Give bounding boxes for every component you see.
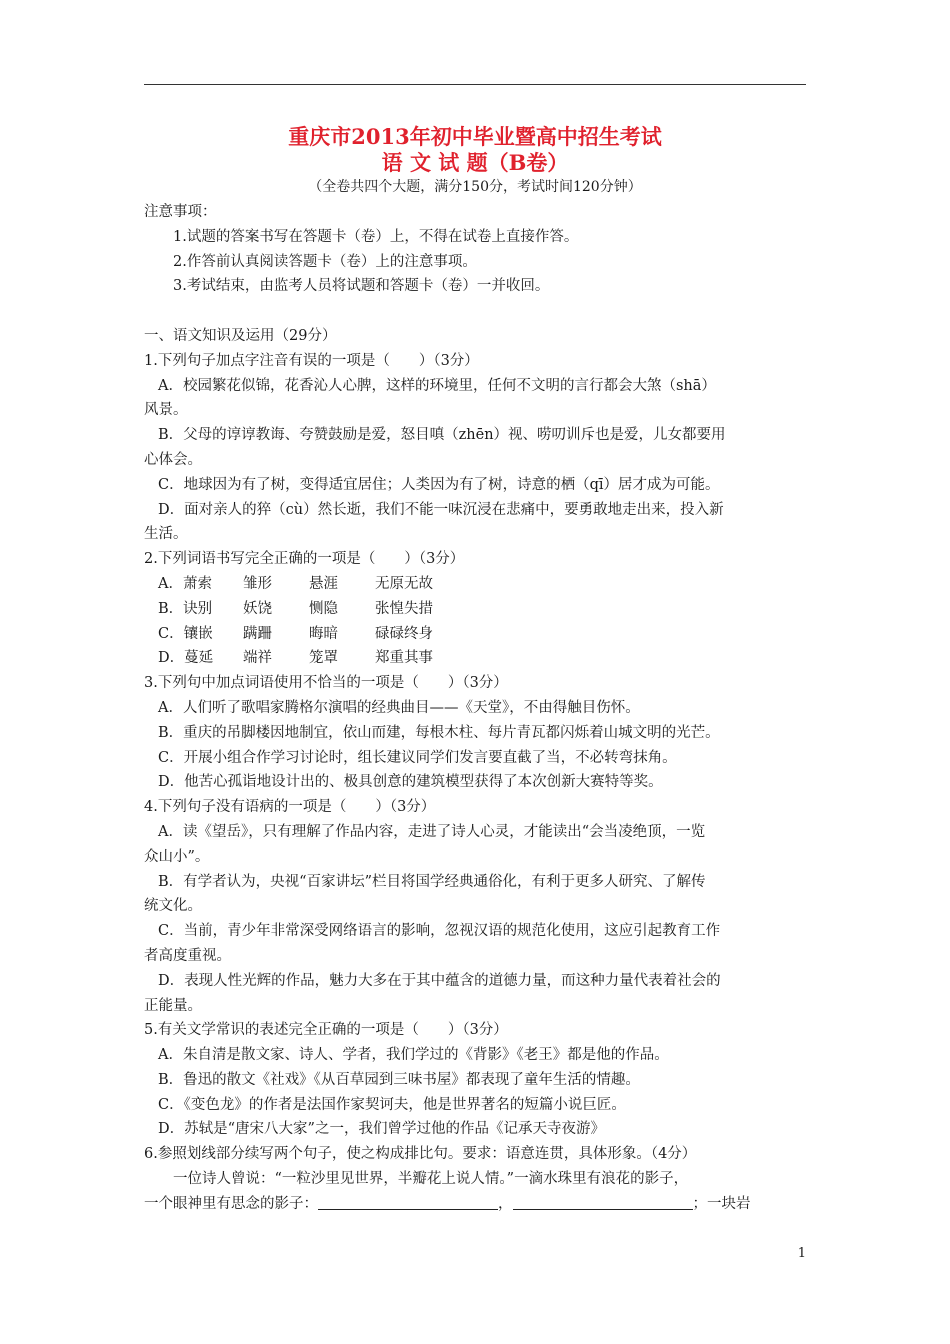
q6-passage-cont: [144, 1192, 806, 1217]
notice-item: 3.考试结束，由监考人员将试题和答题卡（卷）一并收回。: [173, 278, 550, 295]
question-5-stem: 5.有关文学常识的表述完全正确的一项是（ ）（3分）: [144, 1022, 508, 1039]
q6-text-end: ；一块岩: [692, 1195, 751, 1212]
q4-option-b-cont: 统文化。: [144, 898, 202, 915]
q2-word: 碌碌终身: [375, 625, 433, 642]
q2-word: 张惶失措: [375, 600, 433, 617]
q3-option-d: D．他苦心孤诣地设计出的、极具创意的建筑模型获得了本次创新大赛特等奖。: [158, 774, 663, 791]
notice-item: 2.作答前认真阅读答题卡（卷）上的注意事项。: [173, 253, 477, 270]
q5-option-c: C．《变色龙》的作者是法国作家契诃夫，他是世界著名的短篇小说巨匠。: [158, 1096, 626, 1113]
q5-option-d: D．苏轼是“唐宋八大家”之一，我们曾学过他的作品《记承天寺夜游》: [158, 1121, 605, 1138]
q4-option-d-cont: 正能量。: [144, 997, 202, 1014]
q3-option-a: A．人们听了歌唱家腾格尔演唱的经典曲目——《天堂》，不由得触目伤怀。: [158, 699, 640, 716]
spacer: [144, 299, 806, 324]
q2-word: 无原无故: [375, 575, 433, 592]
question-3-stem: 3.下列句中加点词语使用不恰当的一项是（ ）（3分）: [144, 675, 508, 692]
q2-word: 蹒跚: [243, 625, 272, 642]
q2-option-row: [144, 597, 806, 622]
q2-word: A．萧索: [158, 575, 212, 592]
answer-blank-1[interactable]: [318, 1193, 498, 1210]
q2-word: C．镶嵌: [158, 625, 213, 642]
q1-option-a-cont: 风景。: [144, 402, 188, 419]
section-heading: 一、语文知识及运用（29分）: [144, 327, 337, 344]
q4-option-c: C．当前，青少年非常深受网络语言的影响，忽视汉语的规范化使用，这应引起教育工作: [158, 923, 721, 940]
notice-heading: 注意事项：: [144, 204, 217, 220]
exam-body: [144, 200, 806, 1217]
q5-option-a: A．朱自清是散文家、诗人、学者，我们学过的《背影》《老王》都是他的作品。: [158, 1047, 669, 1064]
q4-option-a: A．读《望岳》，只有理解了作品内容，走进了诗人心灵，才能读出“会当凌绝顶，一览: [158, 823, 706, 840]
question-2-stem: 2.下列词语书写完全正确的一项是（ ）（3分）: [144, 551, 465, 568]
q6-text: 一个眼神里有思念的影子：: [144, 1195, 318, 1212]
q4-option-c-cont: 者高度重视。: [144, 947, 231, 964]
question-4-stem: 4.下列句子没有语病的一项是（ ）（3分）: [144, 799, 436, 816]
q3-option-c: C．开展小组合作学习讨论时，组长建议同学们发言要直截了当，不必转弯抹角。: [158, 749, 677, 766]
q4-option-b: B．有学者认为，央视“百家讲坛”栏目将国学经典通俗化，有利于更多人研究、了解传: [158, 873, 706, 890]
q1-option-b-cont: 心体会。: [144, 451, 202, 468]
q2-word: 恻隐: [309, 600, 338, 617]
q1-option-d: D．面对亲人的猝（cù）然长逝，我们不能一味沉浸在悲痛中，要勇敢地走出来，投入新: [158, 501, 724, 518]
q1-option-a: A．校园繁花似锦，花香沁人心脾，这样的环境里，任何不文明的言行都会大煞（shā）: [158, 377, 716, 394]
answer-blank-2[interactable]: [513, 1193, 693, 1210]
q2-word: B．诀别: [158, 600, 213, 617]
q3-option-b: B．重庆的吊脚楼因地制宜，依山而建，每根木柱、每片青瓦都闪烁着山城文明的光芒。: [158, 724, 720, 741]
q2-word: 妖饶: [243, 600, 272, 617]
exam-subtitle: 语 文 试 题（B卷）: [381, 150, 569, 175]
q5-option-b: B．鲁迅的散文《社戏》《从百草园到三味书屋》都表现了童年生活的情趣。: [158, 1071, 640, 1088]
q2-word: 笼罩: [309, 650, 338, 667]
question-6-stem: 6.参照划线部分续写两个句子，使之构成排比句。要求：语意连贯，具体形象。（4分）: [144, 1146, 697, 1163]
q2-word: 雏形: [243, 575, 272, 592]
exam-info: （全卷共四个大题，满分150分，考试时间120分钟）: [308, 179, 642, 195]
question-1-stem: 1.下列句子加点字注音有误的一项是（ ）（3分）: [144, 352, 479, 369]
q2-word: 晦暗: [309, 625, 338, 642]
q2-word: D．蔓延: [158, 650, 214, 667]
q2-option-row: [144, 646, 806, 671]
q4-option-a-cont: 众山小”。: [144, 848, 210, 865]
q6-separator: ，: [498, 1195, 513, 1212]
q6-passage: 一位诗人曾说：“一粒沙里见世界，半瓣花上说人情。”一滴水珠里有浪花的影子，: [173, 1171, 689, 1188]
header-rule: [144, 84, 806, 85]
exam-title: 重庆市2013年初中毕业暨高中招生考试: [288, 124, 662, 149]
q2-option-row: [144, 572, 806, 597]
q1-option-b: B．父母的谆谆教诲、夸赞鼓励是爱，怒目嗔（zhēn）视、唠叨训斥也是爱，儿女都要用: [158, 427, 726, 444]
q2-option-row: [144, 622, 806, 647]
q2-word: 端祥: [243, 650, 272, 667]
q2-word: 悬涯: [309, 575, 338, 592]
q1-option-d-cont: 生活。: [144, 526, 188, 543]
page-number: 1: [797, 1246, 806, 1261]
notice-item: 1.试题的答案书写在答题卡（卷）上，不得在试卷上直接作答。: [173, 228, 579, 245]
q4-option-d: D．表现人性光辉的作品，魅力大多在于其中蕴含的道德力量，而这种力量代表着社会的: [158, 972, 721, 989]
q1-option-c: C．地球因为有了树，变得适宜居住；人类因为有了树，诗意的栖（qī）居才成为可能。: [158, 476, 720, 493]
q2-word: 郑重其事: [375, 650, 433, 667]
